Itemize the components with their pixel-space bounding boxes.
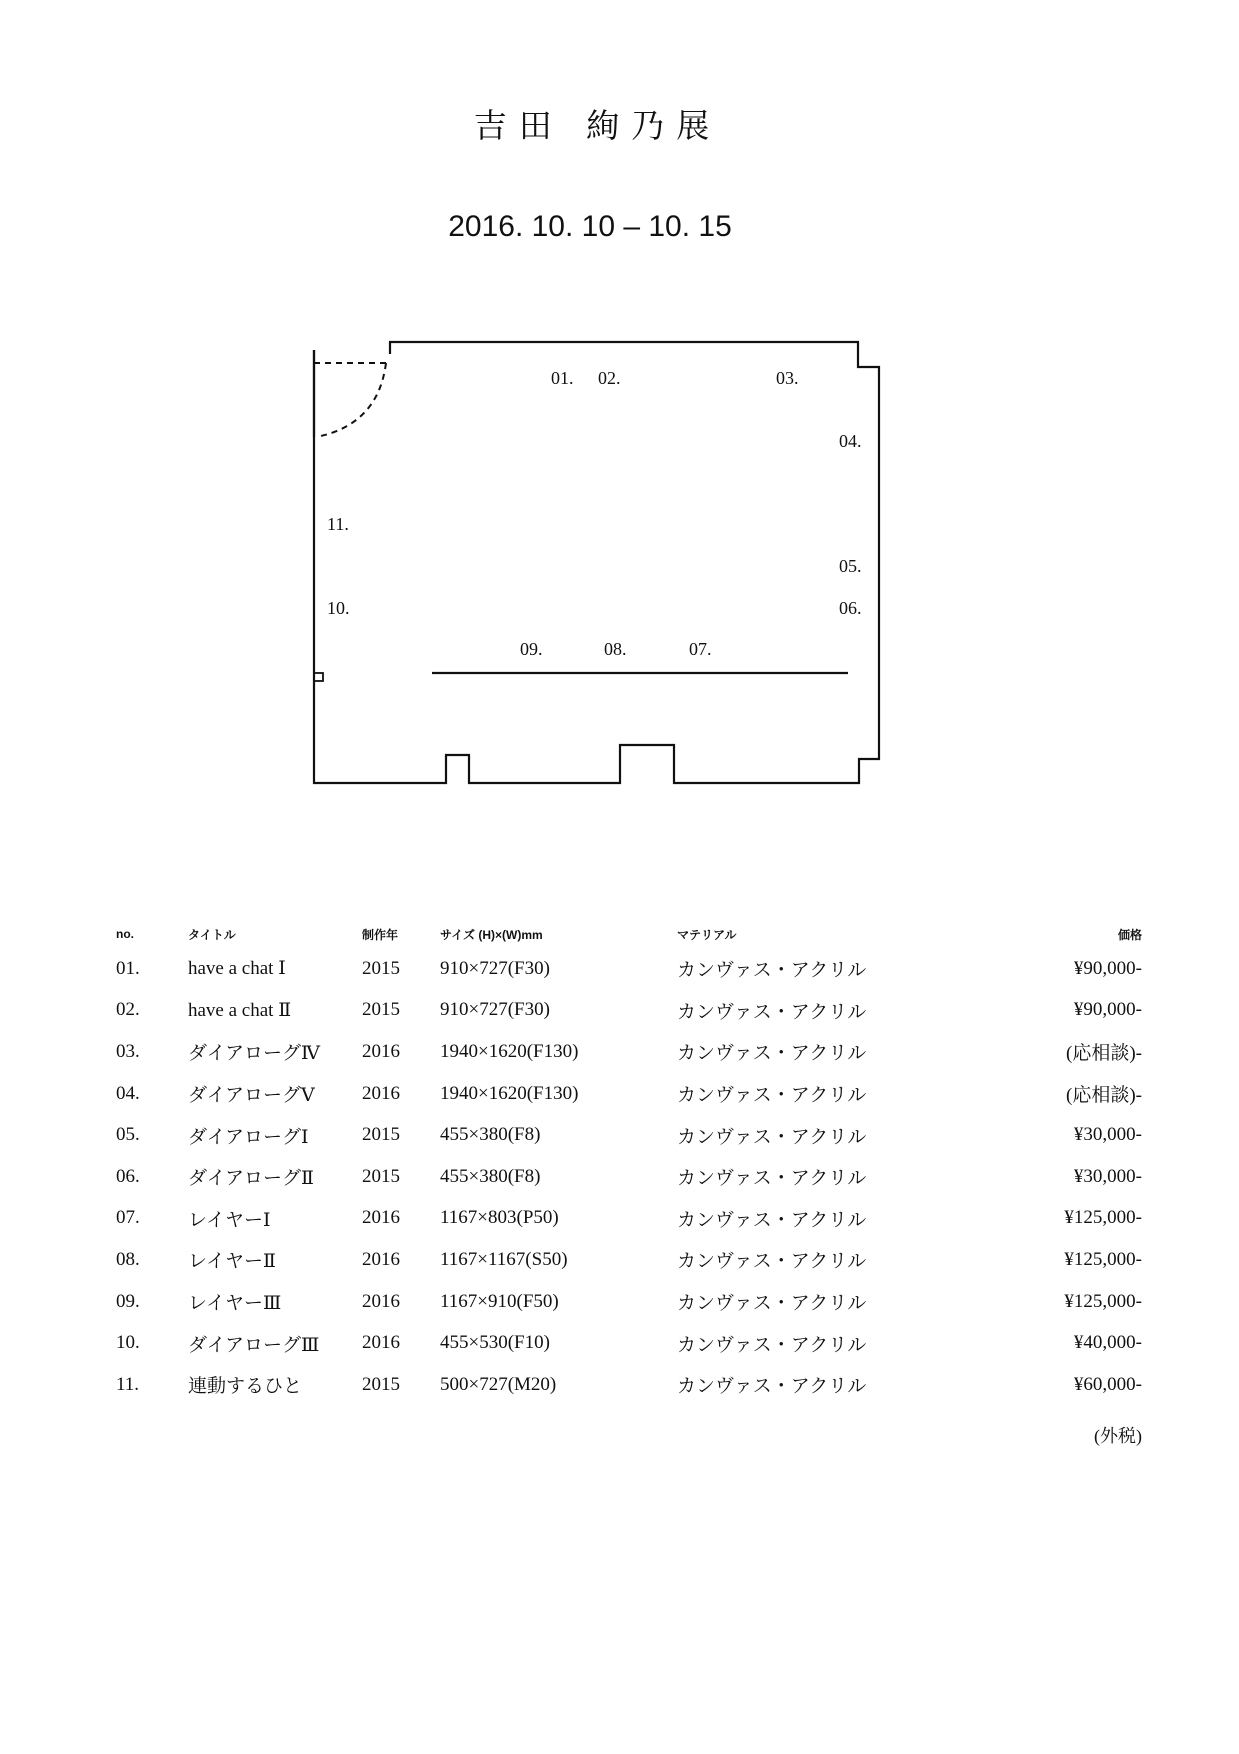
cell-price: (応相談)-: [1066, 1085, 1142, 1107]
cell-price: ¥125,000-: [1064, 1207, 1142, 1229]
cell-year: 2015: [362, 999, 400, 1021]
cell-title: ダイアローグⅠ: [188, 1126, 309, 1148]
cell-no: 10.: [116, 1332, 140, 1354]
table-row: [116, 1239, 1142, 1281]
cell-size: 455×380(F8): [440, 1165, 541, 1187]
header-size: サイズ (H)×(W)mm: [440, 927, 543, 942]
floor-plan-label-02: 02.: [598, 368, 621, 388]
cell-no: 01.: [116, 957, 140, 979]
table-row: [116, 1073, 1142, 1115]
cell-size: 455×530(F10): [440, 1332, 550, 1354]
header-material: マテリアル: [677, 927, 737, 942]
cell-price: ¥90,000-: [1073, 999, 1142, 1021]
floor-plan-label-01: 01.: [551, 368, 574, 388]
table-row: [116, 1114, 1142, 1156]
cell-material: カンヴァス・アクリル: [677, 1001, 867, 1023]
floor-plan-label-07: 07.: [689, 639, 712, 659]
cell-year: 2015: [362, 1373, 400, 1395]
cell-material: カンヴァス・アクリル: [677, 1168, 867, 1190]
header-title: タイトル: [188, 927, 236, 942]
table-row: [116, 1198, 1142, 1240]
cell-size: 1167×910(F50): [440, 1290, 559, 1312]
cell-title: 連動するひと: [188, 1376, 303, 1398]
table-row: [116, 990, 1142, 1032]
floor-plan-label-11: 11.: [327, 514, 349, 534]
table-body: [116, 948, 1142, 1406]
header-price: 価格: [1117, 927, 1142, 942]
cell-price: ¥90,000-: [1073, 957, 1142, 979]
cell-size: 1940×1620(F130): [440, 1082, 579, 1104]
cell-title: レイヤーⅢ: [188, 1293, 282, 1315]
cell-title: ダイアローグⅡ: [188, 1168, 314, 1190]
floor-plan-walls: [314, 342, 879, 783]
cell-no: 05.: [116, 1124, 140, 1146]
floor-plan-label-08: 08.: [604, 639, 627, 659]
cell-size: 910×727(F30): [440, 957, 550, 979]
cell-no: 09.: [116, 1290, 140, 1312]
cell-year: 2015: [362, 957, 400, 979]
table-row: [116, 1322, 1142, 1364]
table-row: [116, 1364, 1142, 1406]
cell-title: ダイアローグⅣ: [188, 1043, 321, 1065]
cell-price: ¥125,000-: [1064, 1248, 1142, 1270]
table-header-row: [116, 920, 1142, 948]
cell-price: ¥30,000-: [1073, 1124, 1142, 1146]
cell-no: 11.: [116, 1373, 140, 1395]
cell-material: カンヴァス・アクリル: [677, 1085, 867, 1107]
cell-price: ¥125,000-: [1064, 1290, 1142, 1312]
floor-plan-door-swing-arc: [316, 363, 386, 437]
table-row: [116, 1281, 1142, 1323]
cell-title: ダイアローグⅤ: [188, 1085, 315, 1107]
floor-plan-label-06: 06.: [839, 598, 862, 618]
floor-plan-label-09: 09.: [520, 639, 543, 659]
cell-price: (応相談)-: [1066, 1043, 1142, 1065]
cell-price: ¥40,000-: [1073, 1332, 1142, 1354]
cell-size: 1167×1167(S50): [440, 1248, 568, 1270]
cell-material: カンヴァス・アクリル: [677, 1251, 867, 1273]
cell-year: 2015: [362, 1165, 400, 1187]
floor-plan-label-10: 10.: [327, 598, 350, 618]
header-no: no.: [116, 927, 134, 941]
tax-note: (外税): [1094, 1426, 1142, 1446]
floor-plan-pillar-marker: [314, 673, 323, 681]
cell-size: 1167×803(P50): [440, 1207, 559, 1229]
cell-material: カンヴァス・アクリル: [677, 1126, 867, 1148]
cell-material: カンヴァス・アクリル: [677, 1334, 867, 1356]
exhibition-title: 吉田 絢乃展: [473, 106, 722, 145]
floor-plan-label-03: 03.: [776, 368, 799, 388]
cell-material: カンヴァス・アクリル: [677, 1376, 867, 1398]
cell-year: 2016: [362, 1332, 400, 1354]
cell-size: 500×727(M20): [440, 1373, 557, 1395]
cell-no: 03.: [116, 1040, 140, 1062]
cell-material: カンヴァス・アクリル: [677, 1293, 867, 1315]
cell-no: 08.: [116, 1248, 140, 1270]
works-price-table: [116, 920, 1142, 1406]
header-year: 制作年: [362, 927, 399, 942]
cell-price: ¥60,000-: [1073, 1373, 1142, 1395]
cell-year: 2016: [362, 1207, 400, 1229]
cell-title: ダイアローグⅢ: [188, 1334, 320, 1356]
cell-no: 06.: [116, 1165, 140, 1187]
cell-no: 02.: [116, 999, 140, 1021]
cell-size: 910×727(F30): [440, 999, 550, 1021]
cell-title: レイヤーⅠ: [188, 1209, 271, 1231]
floor-plan-label-05: 05.: [839, 556, 862, 576]
cell-material: カンヴァス・アクリル: [677, 1043, 867, 1065]
cell-no: 07.: [116, 1207, 140, 1229]
cell-no: 04.: [116, 1082, 140, 1104]
table-row: [116, 1156, 1142, 1198]
floor-plan-label-04: 04.: [839, 431, 862, 451]
cell-material: カンヴァス・アクリル: [677, 1209, 867, 1231]
cell-year: 2016: [362, 1290, 400, 1312]
cell-title: have a chat Ⅱ: [188, 999, 292, 1021]
cell-year: 2016: [362, 1040, 400, 1062]
cell-year: 2016: [362, 1248, 400, 1270]
cell-title: レイヤーⅡ: [188, 1251, 276, 1273]
cell-size: 1940×1620(F130): [440, 1040, 579, 1062]
cell-material: カンヴァス・アクリル: [677, 960, 867, 982]
exhibition-dates: 2016. 10. 10 – 10. 15: [448, 210, 732, 243]
cell-year: 2015: [362, 1124, 400, 1146]
floor-plan: [0, 0, 1239, 820]
cell-year: 2016: [362, 1082, 400, 1104]
cell-price: ¥30,000-: [1073, 1165, 1142, 1187]
table-row: [116, 1031, 1142, 1073]
table-row: [116, 948, 1142, 990]
cell-size: 455×380(F8): [440, 1124, 541, 1146]
cell-title: have a chat Ⅰ: [188, 958, 286, 980]
